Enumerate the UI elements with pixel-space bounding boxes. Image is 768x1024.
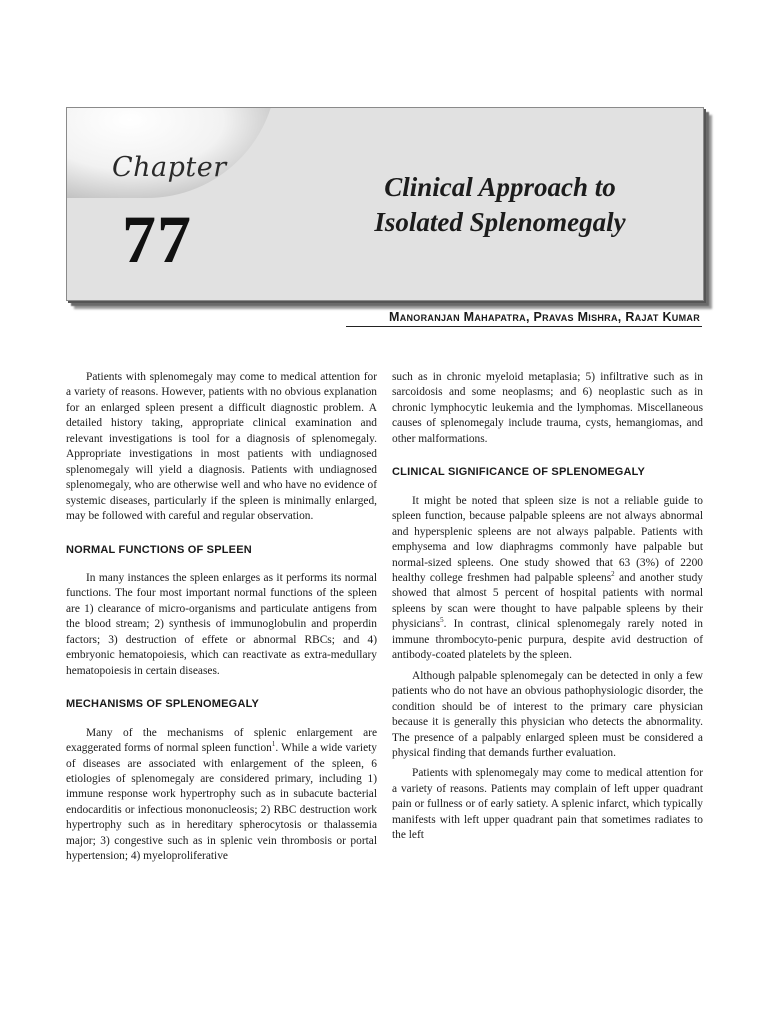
clinical-text-c: . In contrast, clinical splenomegaly rarely noted in immune thrombocyto-penic purpura, despite avid destruction of antibody-coated platelets by the spleen. — [392, 618, 703, 662]
continuation-paragraph: such as in chronic myeloid metaplasia; 5) infiltrative such as in sarcoidosis and some neoplasms; and 6) neoplastic such as in chronic lymphocytic leukemia and the lymphomas. Miscellaneous causes of splenomegaly include trauma, cysts, hemangiomas, and other malformations. — [392, 371, 703, 445]
author-underline-rule — [346, 326, 702, 327]
mechanisms-text-b: . While a wide variety of diseases are associated with enlargement of the spleen, 6 etiologies of splenomegaly are considered primary, including 1) immune response work hypertrophy such as in subacute bacterial endocarditis or infectious mononucleosis; 2) RBC destruction work hypertrophy such as in hereditary spherocytosis or thalassemia major; 3) congestive such as in splenic vein thrombosis or portal hypertension; 4) myeloproliferative — [66, 742, 377, 863]
section-heading-normal-functions: NORMAL FUNCTIONS OF SPLEEN — [66, 543, 252, 556]
presentation-paragraph: Patients with splenomegaly may come to medical attention for a variety of reasons. Patients may complain of left upper quadrant pain or fullness or of early satiety. A splenic infarct, which typically manifests with left upper quadrant pain that sometimes radiates to the left — [392, 767, 703, 842]
intro-paragraph: Patients with splenomegaly may come to medical attention for a variety of reasons. However, patients with no obvious explanation for an enlarged spleen present a difficult diagnostic problem. A detailed history taking, appropriate clinical examination and relevant investigations is tool for a diagnosis of splenomegaly. Appropriate investigations in most patients with undiagnosed splenomegaly will yield a diagnosis. Patients with undiagnosed splenomegaly, who are otherwise well and who have no evidence of systemic diseases, particularly if the spleen is minimally enlarged, may be followed with careful and regular observation. — [66, 371, 377, 523]
chapter-title — [340, 170, 660, 240]
clinical-significance-paragraph — [392, 494, 703, 664]
normal-functions-paragraph: In many instances the spleen enlarges as it performs its normal functions. The four most important normal functions of the spleen are 1) clearance of micro-organisms and particulate antigens from the blood stream; 2) synthesis of immunoglobulin and properdin factors; 3) destruction of effete or abnormal RBCs; and 4) embryonic hematopoiesis, which can reactivate as extra-medullary hematopoiesis in certain diseases. — [66, 571, 377, 677]
reference-marker: 1 — [271, 740, 276, 749]
author-list: Manoranjan Mahapatra, Pravas Mishra, Rajat Kumar — [388, 310, 700, 324]
chapter-label: Chapter — [112, 152, 227, 183]
left-text-column — [66, 370, 377, 865]
clinical-text-b: and another study showed that almost 5 percent of hospital patients with normal spleens by scan were thought to have palpable spleens by their physicians — [392, 571, 703, 631]
reference-marker: 2 — [611, 570, 615, 579]
chapter-title-line1: Clinical Approach to — [384, 172, 616, 202]
section-heading-mechanisms: MECHANISMS OF SPLENOMEGALY — [66, 698, 260, 711]
section-heading-clinical-significance: CLINICAL SIGNIFICANCE OF SPLENOMEGALY — [392, 466, 646, 479]
clinical-text-a: It might be noted that spleen size is not a reliable guide to spleen function, because palpable spleens are not always abnormal and hypersplenic spleens are not always palpable. Patients with emphysema and low diaphragms commonly have palpable but normal-sized spleens. One study showed that 63 (3%) of 2200 healthy college freshmen had palpable spleens — [392, 494, 703, 584]
palpable-splenomegaly-paragraph: Although palpable splenomegaly can be detected in only a few patients who do not have an obvious pathophysiologic disorder, the condition should be of interest to the primary care physician because it is generally this physician who detects the abnormality. The presence of a palpably enlarged spleen must be considered a physical finding that demands further evaluation. — [392, 669, 703, 759]
mechanisms-text-a: Many of the mechanisms of splenic enlargement are exaggerated forms of normal spleen function — [66, 726, 377, 755]
chapter-title-line2: Isolated Splenomegaly — [374, 207, 626, 237]
chapter-number: 77 — [122, 201, 192, 277]
reference-marker: 5 — [440, 616, 444, 625]
mechanisms-paragraph — [66, 726, 377, 865]
right-text-column — [392, 370, 703, 844]
